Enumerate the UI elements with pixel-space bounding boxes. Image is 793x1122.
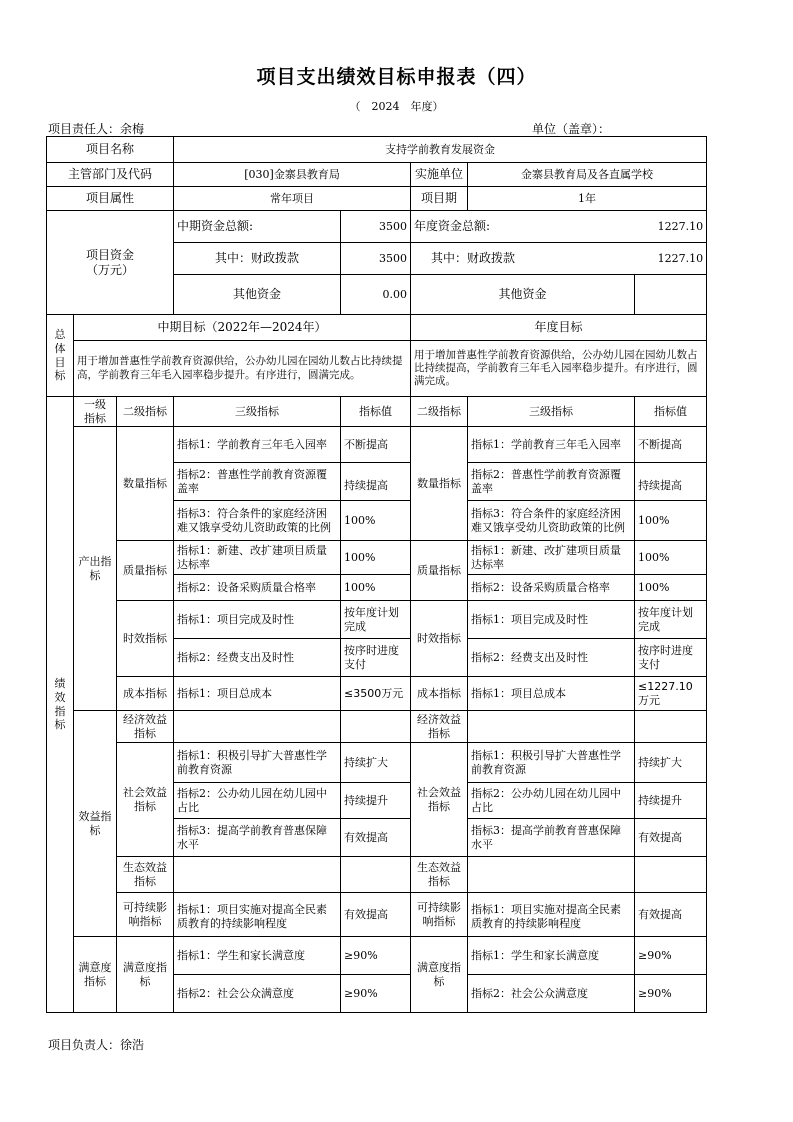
year-other-label: 其他资金	[411, 275, 635, 315]
mid-value	[341, 857, 411, 893]
dept-value: [030]金寨县教育局	[174, 163, 411, 187]
mid-indicator: 指标1：学前教育三年毛入园率	[174, 427, 341, 463]
year-value: 有效提高	[635, 819, 707, 857]
mid-value: ≤3500万元	[341, 677, 411, 711]
year-indicator: 指标1：新建、改扩建项目质量达标率	[468, 541, 635, 575]
mid-value: 不断提高	[341, 427, 411, 463]
sustainability-indicator-year: 可持续影 响指标	[411, 893, 468, 937]
year-value: ≤1227.10万元	[635, 677, 707, 711]
attr-value: 常年项目	[174, 187, 411, 211]
mid-value: 有效提高	[341, 819, 411, 857]
year-value: 100%	[635, 575, 707, 601]
mid-indicator: 指标2：普惠性学前教育资源覆盖率	[174, 463, 341, 501]
mid-indicator: 指标1：项目总成本	[174, 677, 341, 711]
year-indicator: 指标1：学生和家长满意度	[468, 937, 635, 975]
cost-indicator: 成本指标	[117, 677, 174, 711]
year-indicator: 指标2：设备采购质量合格率	[468, 575, 635, 601]
mid-value: 按序时进度支付	[341, 639, 411, 677]
overall-goal-label: 总 体 目 标	[47, 315, 74, 397]
col-level2: 二级指标	[117, 397, 174, 427]
year-indicator	[468, 857, 635, 893]
funds-label: 项目资金 （万元）	[47, 211, 174, 315]
year-value: 持续提高	[635, 463, 707, 501]
year-value: 100%	[635, 541, 707, 575]
year-indicator: 指标1：项目完成及时性	[468, 601, 635, 639]
col-value: 指标值	[341, 397, 411, 427]
mid-other-value: 0.00	[341, 275, 411, 315]
year-value: 持续扩大	[635, 743, 707, 783]
year-value	[635, 857, 707, 893]
social-benefit-indicator: 社会效益 指标	[117, 743, 174, 857]
mid-indicator: 指标1：新建、改扩建项目质量达标率	[174, 541, 341, 575]
eco-benefit-indicator-year: 生态效益 指标	[411, 857, 468, 893]
quantity-indicator: 数量指标	[117, 427, 174, 541]
mid-value	[341, 711, 411, 743]
year-total-value: 1227.10	[635, 211, 707, 243]
year-value: 100%	[635, 501, 707, 541]
mid-value: ≥90%	[341, 975, 411, 1013]
col-level2-year: 二级指标	[411, 397, 468, 427]
year-label: （ 2024 年度）	[349, 100, 444, 113]
quantity-indicator-year: 数量指标	[411, 427, 468, 541]
benefit-indicator: 效益指 标	[74, 711, 117, 937]
mid-value: 有效提高	[341, 893, 411, 937]
mid-value: 持续扩大	[341, 743, 411, 783]
col-level3-year: 三级指标	[468, 397, 635, 427]
mid-value: 持续提升	[341, 783, 411, 819]
mid-indicator: 指标2：公办幼儿园在幼儿园中占比	[174, 783, 341, 819]
sustainability-indicator: 可持续影 响指标	[117, 893, 174, 937]
col-level1: 一级 指标	[74, 397, 117, 427]
economic-benefit-indicator-year: 经济效益 指标	[411, 711, 468, 743]
page-title: 项目支出绩效目标申报表（四）	[256, 66, 537, 88]
col-level3: 三级指标	[174, 397, 341, 427]
impl-label: 实施单位	[411, 163, 468, 187]
mid-indicator: 指标3：符合条件的家庭经济困难又饿享受幼儿资助政策的比例	[174, 501, 341, 541]
mid-value: 100%	[341, 575, 411, 601]
mid-indicator: 指标1：项目实施对提高全民素质教育的持续影响程度	[174, 893, 341, 937]
year-total-label: 年度资金总额:	[411, 211, 635, 243]
mid-value: 100%	[341, 541, 411, 575]
dept-label: 主管部门及代码	[47, 163, 174, 187]
year-value: 按序时进度支付	[635, 639, 707, 677]
impl-value: 金寨县教育局及各直属学校	[468, 163, 707, 187]
year-fiscal-value: 1227.10	[635, 243, 707, 275]
year-value	[635, 711, 707, 743]
mid-total-value: 3500	[341, 211, 411, 243]
perf-indicator-label: 绩 效 指 标	[47, 397, 74, 1013]
year-indicator	[468, 711, 635, 743]
project-responsible: 项目责任人：余梅	[48, 122, 145, 136]
year-other-value	[635, 275, 707, 315]
performance-target-table	[46, 136, 707, 1013]
mid-indicator: 指标2：设备采购质量合格率	[174, 575, 341, 601]
col-value-year: 指标值	[635, 397, 707, 427]
year-indicator: 指标1：积极引导扩大普惠性学前教育资源	[468, 743, 635, 783]
year-indicator: 指标1：项目实施对提高全民素质教育的持续影响程度	[468, 893, 635, 937]
project-name-label: 项目名称	[47, 137, 174, 163]
year-indicator: 指标2：普惠性学前教育资源覆盖率	[468, 463, 635, 501]
mid-value: 100%	[341, 501, 411, 541]
mid-value: 持续提高	[341, 463, 411, 501]
year-indicator: 指标2：社会公众满意度	[468, 975, 635, 1013]
quality-indicator: 质量指标	[117, 541, 174, 601]
mid-goal-header: 中期目标（2022年—2024年）	[74, 315, 411, 341]
mid-indicator	[174, 857, 341, 893]
mid-indicator: 指标2：社会公众满意度	[174, 975, 341, 1013]
satisfaction-indicator: 满意度 指标	[74, 937, 117, 1013]
mid-total-label: 中期资金总额:	[174, 211, 341, 243]
eco-benefit-indicator: 生态效益 指标	[117, 857, 174, 893]
period-value: 1年	[468, 187, 707, 211]
year-value: ≥90%	[635, 975, 707, 1013]
mid-fiscal-value: 3500	[341, 243, 411, 275]
year-indicator: 指标1：学前教育三年毛入园率	[468, 427, 635, 463]
year-value: 按年度计划完成	[635, 601, 707, 639]
economic-benefit-indicator: 经济效益 指标	[117, 711, 174, 743]
mid-indicator: 指标1：学生和家长满意度	[174, 937, 341, 975]
attr-label: 项目属性	[47, 187, 174, 211]
year-value: 不断提高	[635, 427, 707, 463]
year-indicator: 指标2：公办幼儿园在幼儿园中占比	[468, 783, 635, 819]
output-indicator: 产出指 标	[74, 427, 117, 711]
mid-fiscal-label: 其中：财政拨款	[174, 243, 341, 275]
mid-indicator	[174, 711, 341, 743]
timeliness-indicator: 时效指标	[117, 601, 174, 677]
year-goal-header: 年度目标	[411, 315, 707, 341]
year-goal-text: 用于增加普惠性学前教育资源供给，公办幼儿园在园幼儿数占比持续提高，学前教育三年毛入园率稳步提升。有序进行，圆满完成。	[411, 341, 707, 397]
mid-value: 按年度计划完成	[341, 601, 411, 639]
year-value: ≥90%	[635, 937, 707, 975]
mid-value: ≥90%	[341, 937, 411, 975]
period-label: 项目期	[411, 187, 468, 211]
quality-indicator-year: 质量指标	[411, 541, 468, 601]
cost-indicator-year: 成本指标	[411, 677, 468, 711]
satisfaction-sub-indicator-year: 满意度指 标	[411, 937, 468, 1013]
satisfaction-sub-indicator: 满意度指 标	[117, 937, 174, 1013]
year-indicator: 指标3：提高学前教育普惠保障水平	[468, 819, 635, 857]
project-name-value: 支持学前教育发展资金	[174, 137, 707, 163]
social-benefit-indicator-year: 社会效益 指标	[411, 743, 468, 857]
project-leader: 项目负责人：徐浩	[48, 1038, 145, 1052]
mid-indicator: 指标3：提高学前教育普惠保障水平	[174, 819, 341, 857]
year-value: 有效提高	[635, 893, 707, 937]
mid-indicator: 指标1：项目完成及时性	[174, 601, 341, 639]
year-fiscal-label: 其中：财政拨款	[411, 243, 635, 275]
year-indicator: 指标1：项目总成本	[468, 677, 635, 711]
year-indicator: 指标2：经费支出及时性	[468, 639, 635, 677]
mid-indicator: 指标1：积极引导扩大普惠性学前教育资源	[174, 743, 341, 783]
mid-goal-text: 用于增加普惠性学前教育资源供给，公办幼儿园在园幼儿数占比持续提高，学前教育三年毛入园率稳步提升。有序进行，圆满完成。	[74, 341, 411, 397]
unit-stamp-label: 单位（盖章）：	[532, 122, 611, 136]
mid-other-label: 其他资金	[174, 275, 341, 315]
mid-indicator: 指标2：经费支出及时性	[174, 639, 341, 677]
year-value: 持续提升	[635, 783, 707, 819]
year-indicator: 指标3：符合条件的家庭经济困难又饿享受幼儿资助政策的比例	[468, 501, 635, 541]
timeliness-indicator-year: 时效指标	[411, 601, 468, 677]
